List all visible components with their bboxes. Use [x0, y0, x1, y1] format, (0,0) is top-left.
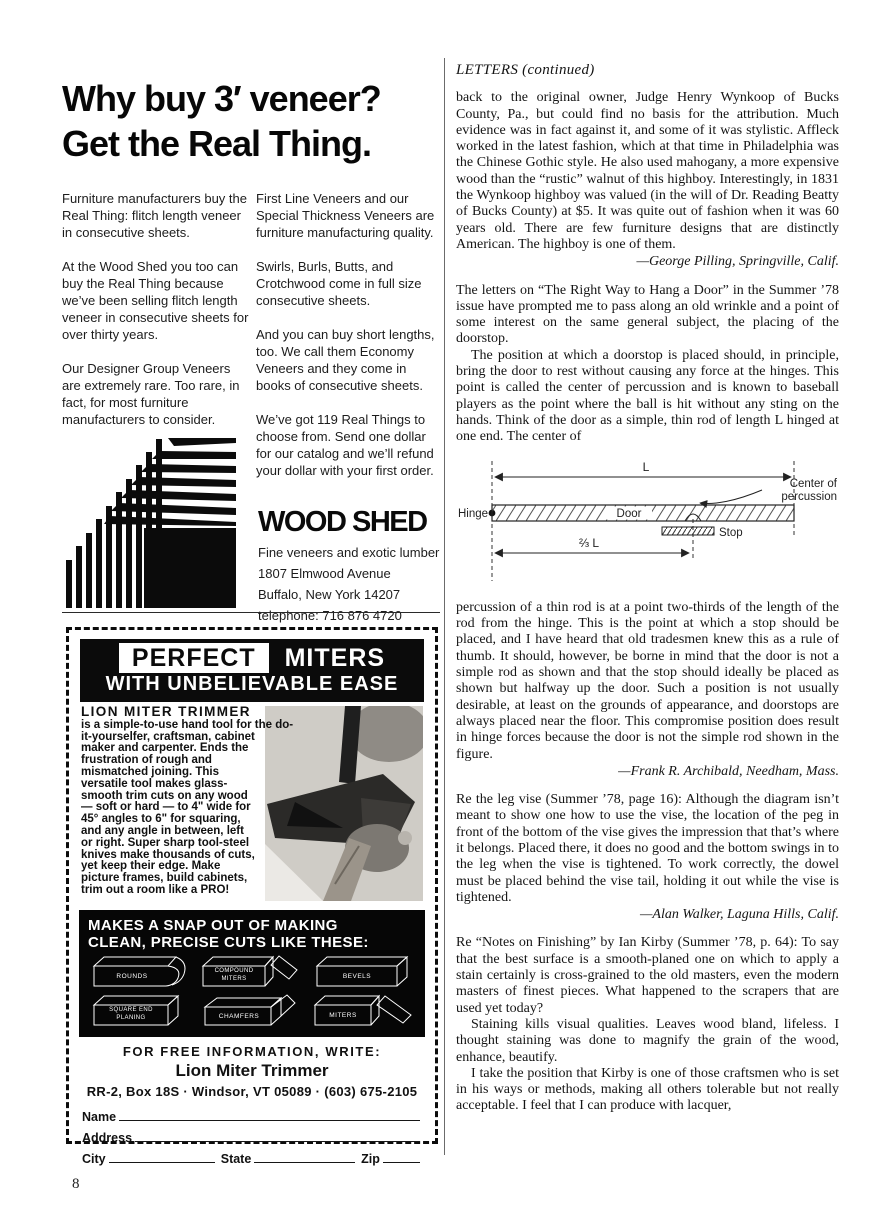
- diagram-label-hinge: Hinge: [458, 507, 489, 520]
- letter-signature: —George Pilling, Springville, Calif.: [636, 254, 839, 270]
- veneer-paragraph: At the Wood Shed you too can buy the Real Thing because we’ve been selling flitch length veneer in consecutive sheets for over thirty years.: [62, 259, 249, 342]
- zip-label: Zip: [361, 1152, 380, 1166]
- cut-shape-bevels: [311, 954, 415, 992]
- woodshed-phone: telephone: 716 876 4720: [258, 608, 402, 623]
- zip-field-line: [383, 1162, 420, 1163]
- page-number: 8: [72, 1176, 80, 1192]
- svg-text:ROUNDS: ROUNDS: [116, 973, 148, 980]
- letter-signature: —Alan Walker, Laguna Hills, Calif.: [639, 907, 839, 923]
- column-divider-rule: [444, 58, 445, 1155]
- veneer-paragraph: Furniture manufacturers buy the Real Thing: flitch length veneer in consecutive sheets.: [62, 191, 247, 240]
- letter-paragraph: back to the original owner, Judge Henry Wynkoop of Bucks County, Pa., but could find no basis for the attribution. Much evidence was in fact against it, and some of it was stylistic. Affleck worked in the latest fashion, which at that time in Philadelphia was the Chinese Gothic style. He also used mahogany, a more expensive wood than the “rustic” walnut of this highboy. Interestingly, in 1831 the Wynkoop highboy was valued (in the will of Dr. Reading Beatty of Bucks County) at $5. It was quite out of fashion when it was 60 years old. There are few furniture designs that are distinctly American. The highboy is one of them.: [456, 90, 839, 252]
- diagram-label-two-thirds-L: ⅔ L: [578, 535, 600, 550]
- veneer-paragraph: First Line Veneers and our Special Thickness Veneers are furniture manufacturing quality.: [256, 191, 435, 240]
- veneer-paragraph: We’ve got 119 Real Things to choose from. Send one dollar for our catalog and we’ll refund your dollar with your first order.: [256, 412, 434, 478]
- diagram-label-door: Door: [616, 507, 642, 520]
- cut-shape-square-end-planing: [88, 993, 192, 1031]
- veneer-ad-column-1: [62, 190, 249, 445]
- door-diagram: [456, 457, 839, 592]
- company-address: RR-2, Box 18S · Windsor, VT 05089 · (603) 675-2105: [86, 1084, 418, 1099]
- product-name: LION MITER TRIMMER: [81, 704, 251, 719]
- woodshed-contact-block: [258, 506, 444, 626]
- svg-text:MITERS: MITERS: [328, 1012, 357, 1019]
- headline-line2: Get the Real Thing.: [62, 123, 372, 164]
- ad-separator-rule: [62, 612, 440, 613]
- form-row-name: [82, 1103, 422, 1124]
- letter-paragraph: Re “Notes on Finishing” by Ian Kirby (Summer ’78, p. 64): To say that the best surface is a smooth-planed one on which to apply a stain certainly is cross-grained to the old masters, even the modern masters of finest pieces. What happened to the scrapers that are used yet today?: [456, 935, 839, 1016]
- write-for-info-line: FOR FREE INFORMATION, WRITE:: [122, 1044, 382, 1059]
- order-form: [82, 1103, 422, 1166]
- letter-paragraph: I take the position that Kirby is one of those craftsmen who is set in his ways or methods, making all others tolerable but not really acceptable. I feel that I can produce with lacquer,: [456, 1065, 839, 1114]
- city-label: City: [82, 1152, 106, 1166]
- cut-shape-miters: [311, 993, 415, 1031]
- tool-photo: [265, 706, 423, 901]
- svg-text:COMPOUND: COMPOUND: [214, 968, 254, 974]
- veneer-paragraph: And you can buy short lengths, too. We call them Economy Veneers and they come in books of consecutive sheets.: [256, 327, 435, 393]
- letter-paragraph: The letters on “The Right Way to Hang a Door” in the Summer ’78 issue have prompted me to pass along an old wrinkle and a point of some interest on the same general subject, the placing of the doorstop.: [456, 282, 839, 347]
- cut-shape-compound-miters: [199, 954, 303, 992]
- miter-ad-header: [80, 639, 424, 702]
- address-label: Address: [82, 1131, 133, 1145]
- letter-paragraph: The position at which a doorstop is placed should, in principle, bring the door to rest without causing any force at the hinges. This point is called the center of percussion and is known to baseball players as the point where the ball is hit without any sting on the hands. Think of the door as a simple, thin rod of length L hinged at one end. The center of: [456, 347, 839, 445]
- letter-paragraph: Re the leg vise (Summer ’78, page 16): Although the diagram isn’t meant to show one how to use the vise, the location of the peg in front of the bottom of the vise gives the impression that that’s where it belongs. Placed there, it does no good and the bottom swings in to the leg when the vise is tightened. To work correctly, the dowel must be placed behind the vise tail, holding it out while the vise is tightened.: [456, 792, 839, 905]
- miters-word: MITERS: [284, 644, 386, 672]
- veneer-ad-column-2: [256, 190, 443, 496]
- woodshed-address-line2: Buffalo, New York 14207: [258, 587, 401, 602]
- letter-signature: —Frank R. Archibald, Needham, Mass.: [618, 763, 839, 779]
- cuts-panel-title-line1: MAKES A SNAP OUT OF MAKING: [88, 917, 338, 934]
- diagram-label-L: L: [642, 459, 650, 474]
- diagram-label-center-line2: percussion: [781, 490, 837, 503]
- cuts-panel: [79, 910, 425, 1037]
- svg-text:CHAMFERS: CHAMFERS: [219, 1013, 260, 1020]
- letter-paragraph: Staining kills visual qualities. Leaves wood bland, lifeless. I thought staining was done to magnify the grain of the wood, enhance, beautify.: [456, 1016, 839, 1065]
- cuts-panel-title-line2: CLEAN, PRECISE CUTS LIKE THESE:: [88, 934, 369, 951]
- svg-text:BEVELS: BEVELS: [342, 973, 371, 980]
- veneer-ad-headline: [62, 76, 452, 166]
- state-label: State: [220, 1152, 252, 1166]
- headline-line1: Why buy 3′ veneer?: [62, 78, 381, 119]
- diagram-label-center-line1: Center of: [789, 477, 837, 490]
- diagram-label-stop: Stop: [719, 526, 743, 539]
- letters-header: LETTERS (continued): [456, 62, 595, 78]
- woodshed-logo-graphic: [64, 430, 240, 610]
- form-row-city-state-zip: [82, 1145, 422, 1166]
- miter-ad-body: [81, 706, 423, 906]
- perfect-badge: PERFECT: [119, 643, 269, 673]
- name-label: Name: [82, 1110, 117, 1124]
- company-name: Lion Miter Trimmer: [175, 1061, 329, 1080]
- product-description: is a simple-to-use hand tool for the do-it-yourselfer, craftsman, cabinet maker and carpenter. Ends the frustration of rough and mismatched joining. This versatile tool makes glass-smooth trim cuts on any wood — soft or hard — to 4" wide for 45° angles to 6" for squaring, and any angle in between, left or right. Super sharp tool-steel knives make thousands of cuts, yet keep their edge. Make picture frames, build cabinets, trim out a room like a PRO!: [81, 718, 294, 896]
- svg-text:MITERS: MITERS: [221, 976, 247, 982]
- form-row-address: [82, 1124, 422, 1145]
- letter-paragraph: percussion of a thin rod is at a point two-thirds of the length of the rod from the hinge. This is the point at which a stop should be placed, and I have heard that old tradesmen knew this as a rule of thumb. It should, however, be borne in mind that the door is not a simple rod as shown and that the stop should ideally be placed as shown but halfway up the door. Such a position is not usually desirable, at least on the grounds of appearance, and doorstops are always placed near the floor. This compromise position does result in hinge forces because the door is not the simple rod shown in the figure.: [456, 599, 839, 762]
- cut-shape-chamfers: [199, 993, 303, 1031]
- cut-shape-rounds: [88, 954, 192, 992]
- header-subline: WITH UNBELIEVABLE EASE: [105, 673, 399, 695]
- miter-trimmer-ad: [66, 627, 438, 1166]
- cut-shapes-grid: [88, 954, 416, 1031]
- svg-text:PLANING: PLANING: [116, 1015, 146, 1021]
- city-field-line: [109, 1162, 215, 1163]
- woodshed-address-line1: 1807 Elmwood Avenue: [258, 566, 391, 581]
- woodshed-tagline: Fine veneers and exotic lumber: [258, 545, 440, 560]
- letters-column: [456, 62, 839, 1115]
- veneer-paragraph: Our Designer Group Veneers are extremely rare. Too rare, in fact, for most furniture manufacturers to consider.: [62, 361, 240, 427]
- woodshed-logotype: WOOD SHED: [258, 506, 427, 538]
- svg-text:SQUARE END: SQUARE END: [109, 1007, 153, 1013]
- address-field-line: [135, 1141, 420, 1142]
- veneer-paragraph: Swirls, Burls, Butts, and Crotchwood come in full size consecutive sheets.: [256, 259, 422, 308]
- state-field-line: [254, 1162, 355, 1163]
- name-field-line: [119, 1120, 420, 1121]
